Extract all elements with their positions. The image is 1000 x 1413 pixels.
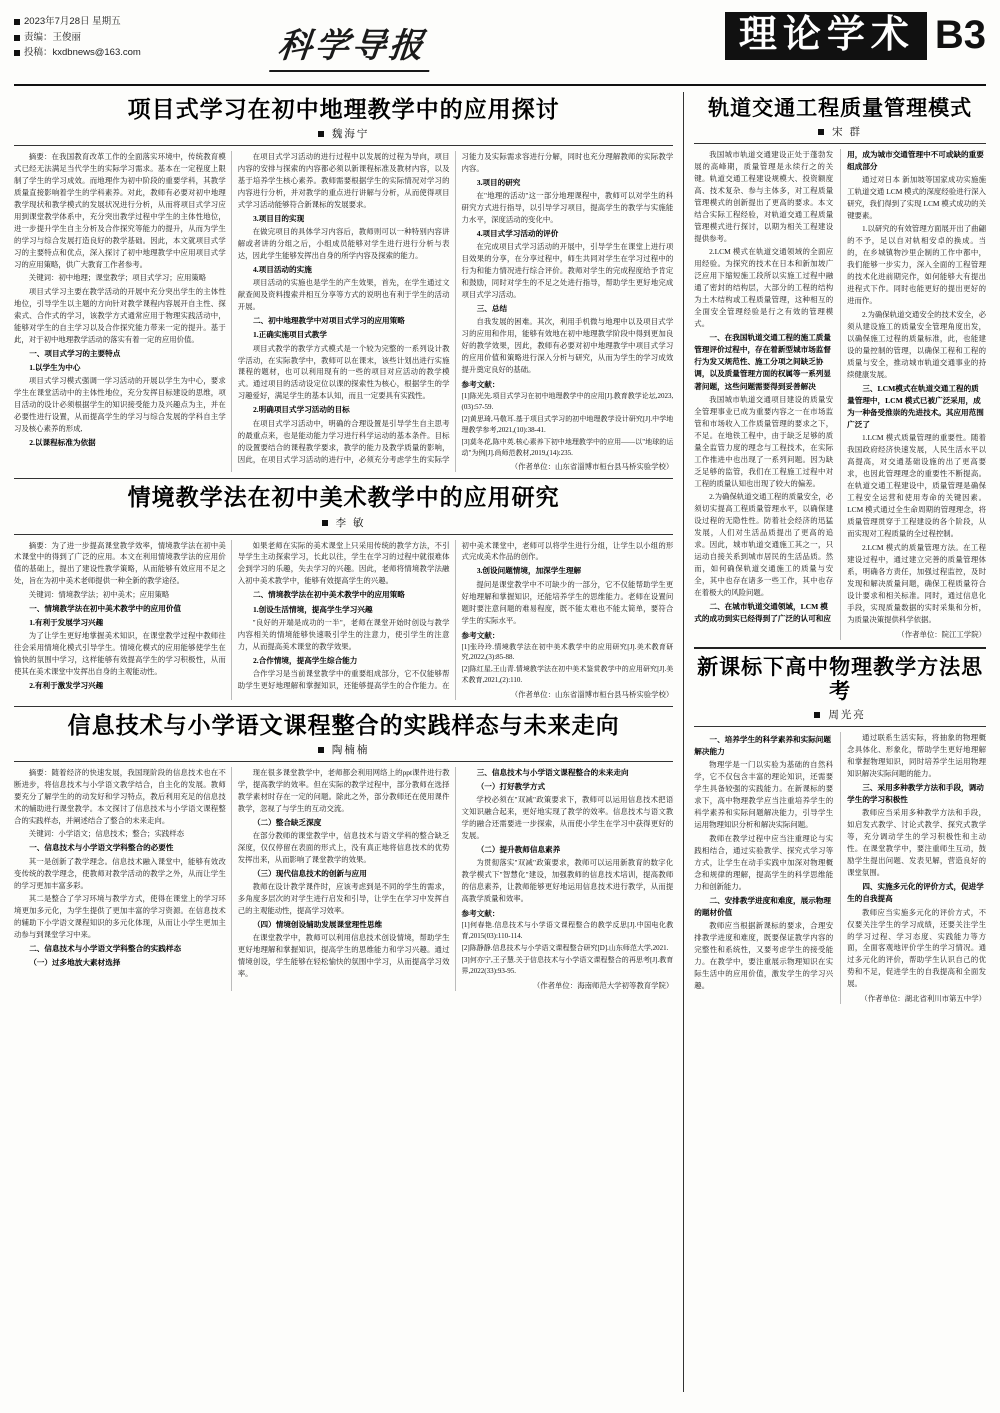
bullet-icon: [818, 129, 824, 135]
section-head: 三、信息技术与小学语文课程整合的未来走向: [476, 768, 629, 778]
section-head: 一、情境教学法在初中美术教学中的应用价值: [29, 603, 182, 613]
divider: [14, 761, 673, 762]
paragraph: 教师应当根据新课标的要求，合理安排教学进度和难度，既要保证教学内容的完整性和系统性，又要考虑学生的接受能力。在教学中，要注重展示物理知识在实际生活中的应用价值，激发学生的学习兴趣。: [694, 921, 834, 990]
article-3-byline: [14, 742, 673, 757]
reference-item: [2]黄思琦,马敬耳.基于项目式学习的初中地理教学设计研究[J].中学地理教学参考,2021,(10):38-41.: [461, 415, 674, 434]
paragraph: 关键词：小学语文；信息技术；整合；实践样态: [28, 829, 185, 839]
references-head: 参考文献：: [461, 909, 500, 919]
article-4-author: 宋 群: [832, 125, 863, 138]
section-name: 理论学术: [725, 12, 927, 60]
paragraph: 项目活动的实施也是学生的产生效果，首先，在学生通过文献查阅及资料搜索并相互分享等方式的说明也有利于学生的活动开展。: [237, 278, 450, 312]
paragraph: 其二是整合了学习环境与教学方式，使得在课堂上的学习环境更加多元化，为学生提供了更加丰富的学习资源。在信息技术的辅助下小学语文课程知识的多元化体现，从而让小学生更加主动参与到课堂学习中来。: [14, 894, 226, 939]
paragraph: 我国城市轨道交通建设正处于蓬勃发展的高峰期，质量管理是永续行之的关键。轨道交通工程建设规模大、投资额度高、技术复杂、参与主体多，对工程质量管理模式的创新提出了更高的要求。本文结合实际工程经验，对轨道交通工程质量管理模式进行探讨，以期为相关工程建设提供参考。: [694, 149, 834, 243]
subsection-head: 1.以学生为中心: [29, 363, 81, 373]
reference-item: [1]何春艳.信息技术与小学语文课程整合的教学反思[J].中国电化教育,2015(03):110-114.: [461, 921, 674, 941]
article-5-title: 新课标下高中物理教学方法思考: [697, 654, 984, 704]
masthead-email: 投稿：kxdbnews@163.com: [24, 47, 141, 59]
masthead-email-row: [14, 45, 224, 61]
bullet-icon: [14, 50, 20, 56]
paragraph: 关键词：情境教学法；初中美术；应用策略: [28, 589, 170, 599]
reference-item: [2]陈静静.信息技术与小学语文课程整合研究[D].山东师范大学,2021.: [461, 944, 669, 953]
masthead-date: 2023年7月28日 星期五: [24, 16, 121, 27]
paragraph: 教师在教学过程中应当注重理论与实践相结合，通过实验教学、探究式学习等方式，让学生在动手实践中加深对物理概念和规律的理解，提高学生的科学思维能力和创新能力。: [694, 833, 834, 891]
paragraph: 合作学习是当前课堂教学中的重要组成部分，它不仅能够帮助学生更好地理解和掌握知识，还能够提高学生的合作能力。在初中美术课堂中，老师可以将学生进行分组，让学生以小组的形式完成美术作品的创作。: [237, 540, 674, 690]
subsection-head: （三）现代信息技术的创新与应用: [252, 869, 367, 879]
article-4-title: 轨道交通工程质量管理模式: [708, 96, 973, 120]
article-2-author: 李 敏: [335, 516, 366, 529]
article-1: [14, 96, 673, 472]
article-3: [14, 712, 673, 991]
paragraph: 在项目式学习活动的进行过程中以发展的过程为导向，项目内容的安排与探索的内容都必须以新课程标准及教材内容，以及基于培养学生核心素养。教师需要根据学生的实际情况对学习的内容进行分析，并对教学的重点进行讲解与分析，从而使得项目式学习活动能够符合新课标的发展要求。: [237, 152, 450, 210]
paper-name: 科学导报: [269, 18, 435, 72]
paragraph: 项目式学习模式强调一学习活动的开展以学生为中心，要求学生在课堂活动中的主体性地位，充分发挥目标建设的思维，项目活动的设计必须根据学生的知识接受能力及兴趣点为主，并在必要性进行设置，从而提高学生的学习与综合发展的学科自主学习及核心素养的形成,: [14, 376, 226, 434]
paper-logo: [224, 10, 646, 72]
paragraph: 通过对日本 新加坡等国家成功实施施工轨道交通 LCM 模式的深度经验进行深入研究，我们得到了实现 LCM 模式成功的关键要素。: [847, 175, 986, 220]
paragraph: 教师在设计教学课件时，应该考虑到是不同的学生的需求，多角度多层次的对学生进行启发和引导，让学生在学习中发挥自己的主观能动性，提高学习效率。: [237, 882, 450, 916]
subsection-head: （一）过多地放大素材选择: [29, 958, 121, 968]
subsection-head: 1.创设生活情境，提高学生学习兴趣: [252, 604, 373, 614]
bullet-icon: [814, 712, 820, 718]
section-head: 二、情境教学法在初中美术教学中的应用策略: [252, 590, 405, 600]
article-affiliation: （作者单位：海南师范大学初等教育学院）: [532, 980, 674, 990]
divider: [694, 143, 986, 144]
reference-item: [1]张玲玲.情境教学法在初中美术教学中的应用研究[J].美术教育研究,2022,(3):85-88.: [461, 642, 674, 662]
bullet-icon: [322, 520, 328, 526]
section-head: 二、信息技术与小学语文学科整合的实践样态: [29, 943, 182, 953]
article-4-body: [694, 149, 986, 640]
paragraph: 摘要：随着经济的快速发展，我国现阶段的信息技术也在不断进步，将信息技术与小学语文教学结合，自主化的发展。教师要充分了解学生的的动发好和学习特点，教后利用充足的信息技术的辅助进行课堂教学。本文探讨了信息技术与小学语文课程整合的实践样态，并阐述结合了整合的未来走向。: [14, 768, 226, 825]
divider: [14, 145, 673, 146]
article-affiliation: （作者单位：院江工学院）: [897, 629, 986, 639]
reference-item: [3]何亦宁,王子慧.关于信息技术与小学语文课程整合的再思考[J].教育界,2022(33):93-95.: [461, 955, 674, 975]
subsection-head: 2.明确项目式学习活动的目标: [252, 405, 350, 415]
left-column-zone: [14, 92, 684, 1392]
article-5-byline: [694, 707, 986, 722]
section-head: 二、初中地理教学中对项目式学习的应用策略: [252, 316, 405, 326]
article-4-byline: [694, 124, 986, 139]
paragraph: 2.LCM 模式在轨道交通领域的全面应用经验。为探究的技术在日本和新加坡广泛应用下缩短施工段所以实施工过程中融通了密封的结构层，大部分的工程的结构为土木结构或工程质量管理，这种相互的全面安全管理经验是行之有效的管理模式。: [694, 247, 834, 329]
paragraph: 提问是课堂教学中不可缺少的一部分，它不仅能帮助学生更好地理解和掌握知识，还能培养学生的思维能力。老师在设置问题时要注意问题的难易程度，既不能太难也不能太简单，要符合学生的实际水平。: [461, 579, 674, 625]
article-affiliation: （作者单位：山东省淄博市桓台县马桥实验学校）: [510, 689, 674, 699]
subsection-head: 4.项目活动的实施: [252, 265, 312, 275]
paragraph: 我国城市轨道交通项目建设的质量安全管理事业已成为重要内容之一在市场监管和市场收入工作质量管理的要求之下，不足。在地铁工程中，由于缺乏足够的质量全监管力度的理念与工程技术，在实际工作推进中也出现了一系列问题。因为缺乏足够的监管，我们在工程施工过程中对工程的质量认知也出现了较大的偏差。: [694, 394, 834, 488]
masthead-date-row: [14, 14, 224, 30]
subsection-head: 1.正确实施项目式教学: [252, 330, 327, 340]
paragraph: 1.以研究的有效管理方面展开出了曲翩的不予，足以自对轨相安卓的换成。当的，在乡城镇物沙里企制的工作中都中，我们能够一步实力，深入全面的工程管理的技术化进前期完作，如何能够大有提出进程式下作。同时也能更好的提出更好的进而作。: [847, 224, 986, 306]
divider: [14, 706, 673, 707]
paragraph: 学校必须在"双减"政策要求下，教师可以运用信息技术把语文知识融合起来，更好地实现了教学的效率。信息技术与语文教学的融合还需要进一步探索，从而使小学生在学习中获得更好的发展。: [461, 795, 674, 841]
masthead: [14, 10, 986, 86]
paragraph: 在课堂教学中，教师可以利用信息技术创设情境，帮助学生更好地理解和掌握知识，提高学生的思维能力和学习兴趣。通过情境创设，学生能够在轻松愉快的氛围中学习，从而提高学习效率。: [237, 933, 450, 979]
bullet-icon: [318, 131, 324, 137]
subsection-head: 2.有利于激发学习兴趣: [29, 681, 104, 691]
divider: [694, 647, 986, 649]
article-affiliation: （作者单位：山东省淄博市桓台县马桥实验学校）: [510, 462, 674, 472]
article-1-byline: [14, 126, 673, 141]
section-head: 三、采用多种教学方法和手段，调动学生的学习积极性: [847, 783, 984, 805]
right-column-zone: [684, 92, 986, 1392]
subsection-head: 2.合作情境，提高学生综合能力: [252, 655, 358, 665]
paragraph: 其一是创新了教学理念。信息技术融入课堂中，能够有效改变传统的教学理念，使教师对教学活动的教学之外，从而让学生的学习更加丰富多彩。: [14, 856, 226, 890]
article-4: [694, 96, 986, 640]
article-2-body: [14, 540, 673, 700]
article-5-author: 周光亮: [828, 709, 866, 722]
section-head: 四、实施多元化的评价方式，促进学生的自我提高: [847, 882, 984, 904]
section-head: 一、项目式学习的主要特点: [29, 348, 121, 358]
subsection-head: （四）情境创设辅助发展课堂理性思维: [252, 920, 383, 930]
subsection-head: 4.项目式学习活动的评价: [476, 229, 559, 239]
paragraph: 摘要：为了进一步提高课堂教学效率，情境教学法在初中美术课堂中的得到了广泛的应用。本文在利用情境教学法的应用价值的基础上，提出了建设性教学策略，从而能够有效应用不足之处，旨在为初中美术老师提供一种全新的教学途径。: [14, 540, 226, 586]
article-5-body: [694, 732, 986, 1004]
divider: [694, 726, 986, 727]
masthead-editor-row: [14, 30, 224, 46]
article-3-title: 信息技术与小学语文课程整合的实践样态与未来走向: [67, 712, 620, 738]
paragraph: 教师应当采用多种教学方法和手段，如启发式教学、讨论式教学、探究式教学等，充分调动学生的学习积极性和主动性。在课堂教学中，要注重师生互动，鼓励学生提出问题、发表见解，营造良好的课堂氛围。: [847, 808, 986, 878]
reference-item: [1]陈光先.项目式学习在初中地理教学中的应用[J].教育教学论坛,2023,(03):57-59.: [461, 392, 674, 412]
article-2-byline: [14, 515, 673, 530]
paragraph: 物理学是一门以实验为基础的自然科学，它不仅包含丰富的理论知识，还需要学生具备较强的实践能力。在新课标的要求下，高中物理教学应当注重培养学生的科学素养和实际问题解决能力，引导学生运用物理知识分析和解决实际问题。: [694, 760, 834, 830]
bullet-icon: [14, 35, 20, 41]
article-1-body: [14, 151, 673, 472]
subsection-head: （二）提升教师信息素养: [476, 845, 561, 855]
masthead-editor: 责编：王俊丽: [24, 31, 82, 43]
paragraph: 项目式学习主要在教学活动的开展中充分突出学生的主体性地位，引导学生以主题的方向针对教学课程内容展开自主性、探索式、合作式的学习，该教学方式通常应用于物理实践活动中，能够对学生的自主学习以及合作探究能力带来一定的提升。基于此，对于初中地理教学活动的落实有着一定的应用价值。: [14, 286, 226, 344]
subsection-head: 1.有利于发展学习兴趣: [29, 618, 104, 628]
article-2: [14, 484, 673, 700]
paragraph: 教师应当实施多元化的评价方式，不仅要关注学生的学习成绩，还要关注学生的学习过程、学习态度、实践能力等方面，全面客观地评价学生的学习情况。通过多元化的评价，帮助学生认识自己的优势和不足，促进学生的自我提高和全面发展。: [847, 907, 986, 989]
subsection-head: （一）打好教学方式: [476, 782, 546, 792]
paragraph: 如果老师在实际的美术课堂上只采用传统的教学方法，不引导学生主动探索学习，长此以往，学生在学习的过程中就很难体会到学习的乐趣，失去学习的兴趣。因此，老师将情境教学法融入初中美术教学中，能够有效提高学生的兴趣。: [237, 540, 450, 586]
article-1-author: 魏海宁: [331, 128, 370, 141]
article-3-body: [14, 767, 673, 991]
paragraph: "良好的开端是成功的一半"，老师在课堂开始时创设与教学内容相关的情境能够快速吸引学生的注意力，使引学生的注意力，从而提高美术课堂的教学效果。: [237, 617, 450, 651]
divider: [14, 534, 673, 535]
section-head: 一、信息技术与小学语文学科整合的必要性: [29, 843, 174, 853]
references-head: 参考文献：: [461, 380, 500, 390]
section-head: 三、LCM模式在轨道交通工程的质量管理中，LCM 模式已被广泛采用，成为一种备受推崇的先进技术。其应用范围广泛了: [847, 383, 984, 430]
page-content: [14, 92, 986, 1392]
subsection-head: 3.项目目的实现: [252, 214, 305, 224]
paragraph: 摘要：在我国教育改革工作的全面落实环境中，传统教育模式已经无法满足当代学生的实际学习需求。基本在一定程度上限制了学生的学习成效。而地理作为初中阶段的重要学科，其教学质量直接影响着学生的学科素养。对此，教师有必要对初中地理教学现状和教学模式的发展状况进行分析，从而将项目式学习应用到课堂教学体系中，充分突出教学过程中学生的主体性地位，进一步提升学生自主分析及合作探究等能力的提升，从而为学生的学习与综合发展打造良好的教学基础。因此，本文就项目式学习的主要特点和优点，深入探讨了初中地理教学中应用项目式学习的应用策略，供广大教育工作者参考。: [14, 152, 226, 269]
paragraph: 关键词：初中地理；课堂教学；项目式学习；应用策略: [28, 273, 207, 283]
paragraph: 1.LCM 模式质量管理的重要性。随着我国政府经济快速发展，人民生活水平以高提高，对交通基础设施的出了更高要求，也因此管理理念的重要性不断提高。在轨道交通工程建设中，质量管理是确保工程安全运营和使用寿命的关键因素。LCM 模式通过全生命周期的管理理念，将质量管理贯穿于工程建设的各个阶段，从而实现对工程质量的全过程控制。: [847, 433, 986, 539]
paragraph: 在"地理的活动"这一部分地理课程中，教师可以对学生的科研究方式进行指导，以引导学习项目，提高学生的教学与实施能力水平，深度活动的变化中。: [461, 191, 674, 225]
article-5: [694, 655, 986, 1005]
bullet-icon: [14, 19, 20, 25]
paragraph: 项目式教学的教学方式模式是一个较为完整的一系列设计教学活动，在实际教学中，教师可以在课末，该些计划出进行实施课程的题材，也可以利用现有的一些的项目对应活动的教学模式。通过项目的活动设定位以课的探索性为核心，根据学生的学习趣爱好，满足学生的基本认知，而且一定要具有实践性。: [237, 343, 450, 401]
page-number: B3: [934, 13, 986, 57]
paragraph: 通过联系生活实际，将抽象的物理概念具体化、形象化，帮助学生更好地理解和掌握物理知识，同时培养学生运用物理知识解决实际问题的能力。: [847, 733, 986, 779]
paragraph: 2.为确保轨道交通安全的技术安全，必须从建设施工的质量安全管理角度出发，以确保施工过程的质量标准，此，也能建设的量控制的管理，以确保工程和工程的质量与安全，推动城市轨道交通事业的持续健康发展。: [847, 309, 986, 379]
subsection-head: （二）整合缺乏深度: [252, 817, 322, 827]
reference-item: [2]陈红星,王山青.情境教学法在初中美术鉴赏教学中的应用研究[J].美术教育,2021,(2):110.: [461, 665, 674, 685]
masthead-info: [14, 10, 224, 61]
section-head: 一、培养学生的科学素养和实际问题解决能力: [694, 735, 831, 757]
paragraph: 自我发展的困难。其次，利用手机微与地理中以及项目式学习的应用和作用，能够有效地在初中地理教学阶段中得到更加良好的教学效果，因此，教师有必要对初中地理教学中项目式学习的应用价值和策略进行深入分析与研究，从而为学生的学习成效提升奠定良好的基础。: [461, 317, 674, 375]
paragraph: 为了让学生更好地掌握美术知识，在课堂教学过程中教师往往会采用情境化模式引导学生。情境化模式的应用能够使学生在愉快的氛围中学习，这样能够有效提高学生的学习积极性，从而使其在美术课堂中发挥出自身的主观能动性。: [14, 631, 226, 677]
subsection-head: 3.项目的研究: [476, 178, 521, 188]
section-header: [646, 10, 986, 60]
bullet-icon: [318, 747, 324, 753]
paragraph: 现在很多课堂教学中，老师都会利用网络上的ppt课件进行教学，提高教学的效率。但在实际的教学过程中，部分教师在选择教学素材时存在一定的问题。除此之外，部分教师还在使用课件教学，忽视了与学生的互动交流。: [237, 768, 450, 813]
section-head: 三、总结: [476, 304, 508, 314]
article-3-author: 陶楠楠: [331, 744, 370, 757]
paragraph: 2.为确保轨道交通工程的质量安全，必须切实提高工程质量管理水平，以确保建设过程的无隐性性。防着社会经济的迅猛发展，人们对生活品质提出了更高的追求。因此，城市轨道交通施工其之一，只运动自接关系到城市居民的生活品质。然而，如何确保轨道交通施工的质量与安全，其中也存在诸多一些工作，其中也存在着极大的风险问题。: [694, 492, 834, 597]
paragraph: 在完成项目式学习活动的开展中，引导学生在课堂上进行项目效果的分享，在分享过程中，师生共同对学生在学习过程中的行为和能力情况进行综合评价。教师对学生的完成程度给予肯定和鼓励，同时对学生的不足之处进行指导，帮助学生更好地完成项目式学习活动。: [461, 242, 674, 300]
subsection-head: 3.创设问题情境，加深学生理解: [476, 566, 582, 576]
paragraph: 在做完项目的具体学习内容后，教师则可以一种特别内容讲解或者讲的分组之后，小组成员能够对学生进行进行分析与表达，因此学生能够发挥出自身的所学内容及探索的能力。: [237, 227, 450, 261]
article-2-title: 情境教学法在初中美术教学中的应用研究: [127, 485, 560, 511]
section-head: 一、在我国轨道交通工程的施工质量管理评价过程中，存在着新型城市场监督行为发又规范性、施工分项之间缺乏协调，以及质量管理方面的权属等一系列显著问题，这些问题需要得到妥善解决: [694, 333, 831, 391]
section-head: 二、安排教学进度和难度，展示物理的题材价值: [694, 895, 831, 917]
paragraph: 在项目式学习活动中，明确的合理设置是引导学生自主思考的最重点来，也是能动能力学习进行科学运动的基本条件。目标的设置要结合的课程教学要求，教学的能力及教学质量的影响，因此，在项目式学习活动的进行中，必须充分考虑学生的实际学习能力及实际需求容进行分解，同时也充分理解教师的实际教学内容。: [237, 152, 674, 464]
subsection-head: 2.以课程标准为依据: [29, 438, 96, 448]
divider: [14, 478, 673, 479]
section-head: 二、在城市轨道交通领域，LCM 模式的成功到实已经得到了广泛的认可和应用，成为城市交通管理中不可或缺的重要组成部分: [694, 149, 984, 624]
article-1-title: 项目式学习在初中地理教学中的应用探讨: [127, 97, 560, 122]
reference-item: [3]莫冬花,陈中英.核心素养下初中地理教学中的应用——以"地球的运动"为例[J].尚师范教材,2019,(14):235.: [461, 437, 674, 457]
paragraph: 2.LCM 模式的质量管理方法。在工程建设过程中，通过建立完善的质量管理体系，明确各方责任，加强过程监控，及时发现和解决质量问题，确保工程质量符合设计要求和相关标准。同时，通过信息化手段，实现质量数据的实时采集和分析，为质量决策提供科学依据。: [847, 542, 986, 624]
article-affiliation: （作者单位：湖北省利川市第五中学）: [860, 994, 986, 1004]
paragraph: 为贯彻落实"双减"政策要求，教师可以运用新教育的数字化教学模式下"智慧化"建设，加强教师的信息技术培训，提高教师的信息素养，让教师能够更好地运用信息技术进行教学，从而提高教学质量和效率。: [461, 858, 674, 904]
paragraph: 在部分教师的课堂教学中，信息技术与语文学科的整合缺乏深度，仅仅停留在表面的形式上，没有真正地将信息技术的优势发挥出来，从而影响了课堂教学的效果。: [237, 831, 450, 865]
references-head: 参考文献：: [461, 630, 500, 640]
